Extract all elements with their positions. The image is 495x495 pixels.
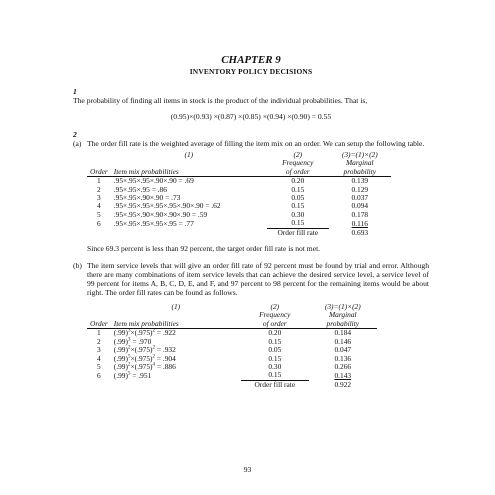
table-row (87, 371, 377, 380)
part-b (73, 261, 429, 297)
table-b-header-mix: Item mix probabilities (113, 318, 179, 328)
table-b-prob-cell: 0.146 (334, 336, 352, 346)
table-b-freq-cell: 0.15 (268, 353, 282, 363)
table-a-header-col1: (1) (184, 150, 194, 159)
table-b-total-value: 0.922 (334, 379, 352, 389)
part-b-label: (b) (73, 261, 82, 271)
table-a-total-label: Order fill rate (267, 228, 329, 237)
table-a-freq-cell: 0.15 (291, 218, 305, 228)
mix-middle: ×(.975) (130, 328, 153, 338)
mix-exponent-1: 2 (127, 362, 131, 368)
table-a-header-col2a: (2) (293, 150, 303, 159)
mix-result: = .932 (155, 345, 176, 355)
table-a-header-order: Order (90, 166, 108, 176)
table-b-order-cell: 5 (97, 361, 101, 371)
table-a-prob-cell: 0.116 (351, 218, 368, 228)
table-a-order-cell: 1 (97, 176, 101, 186)
table-row (87, 211, 391, 219)
table-a-mix-cell: .95×.95×.90×.90 = .73 (113, 193, 181, 203)
mix-exponent-2: 2 (152, 354, 155, 360)
mix-base: (.99) (113, 328, 128, 338)
table-b-header-col3b: Marginal (328, 310, 357, 320)
table-b-order-cell: 3 (97, 345, 101, 355)
mix-middle: ×(.975) (130, 353, 153, 363)
mix-middle: ×(.975) (130, 345, 153, 355)
table-a-order-cell: 4 (97, 201, 101, 211)
mix-base: (.99) (113, 345, 128, 355)
table-b-prob-cell: 0.266 (334, 361, 352, 371)
table-b-header-col3a: (3)=(1)×(2) (324, 302, 361, 312)
table-b-freq-cell: 0.05 (268, 345, 282, 355)
mix-result: = .886 (155, 361, 176, 371)
table-a-header-col3c: probability (343, 166, 377, 176)
table-a-prob-cell: 0.037 (351, 193, 369, 203)
table-b-prob-cell: 0.047 (334, 345, 352, 355)
chapter-title: CHAPTER 9 (221, 54, 281, 66)
document-page (73, 46, 429, 389)
table-a-freq-cell: 0.15 (291, 201, 305, 211)
table-a-order-cell: 2 (97, 184, 101, 194)
part-a (73, 139, 429, 148)
mix-exponent-1: 2 (127, 345, 131, 351)
mix-exponent-1: 5 (127, 371, 131, 377)
table-b-prob-cell: 0.136 (334, 353, 352, 363)
table-a-prob-cell: 0.139 (351, 176, 369, 186)
table-b-header-col3c: probability (326, 318, 360, 328)
mix-result: = .904 (155, 353, 176, 363)
table-b-header-col2c: of order (262, 318, 287, 328)
question-2-number: 2 (73, 130, 77, 139)
question-1-equation: (0.95)×(0.93) ×(0.87) ×(0.85) ×(0.94) ×(0.90) = 0.55 (170, 112, 332, 121)
part-a-label: (a) (73, 139, 82, 148)
table-a-prob-cell: 0.094 (351, 201, 369, 211)
table-b-order-cell: 4 (97, 353, 101, 363)
table-a-header-col2b: Frequency (282, 158, 314, 168)
table-b-freq-cell: 0.30 (268, 361, 282, 371)
mix-exponent-2: 4 (152, 362, 155, 368)
table-b-header-col2b: Frequency (259, 310, 291, 320)
table-b-prob-cell: 0.143 (334, 370, 352, 380)
mix-result: = .951 (130, 370, 152, 380)
table-a-order-cell: 5 (97, 209, 101, 219)
table-a-mix-cell: .95×.95×.95 = .86 (113, 184, 167, 194)
table-a-mix-cell: .95×.95×.90×.90×.90×.90 = .59 (113, 209, 208, 219)
mix-exponent-1: 3 (127, 337, 131, 343)
table-b (87, 303, 377, 389)
table-b-total-label: Order fill rate (241, 380, 309, 389)
table-a-mix-cell: .95×.95×.95×.95×.95×.90×.90 = .62 (113, 201, 221, 211)
table-b-freq-cell: 0.15 (268, 336, 282, 346)
table-a-freq-cell: 0.15 (291, 184, 305, 194)
table-b-mix-cell (111, 371, 241, 380)
table-b-order-cell: 2 (97, 336, 101, 346)
question-1-text: The probability of finding all items in stock is the product of the individual probabilities. That is, (73, 96, 368, 105)
mix-base: (.99) (113, 353, 128, 363)
table-b-order-cell: 6 (97, 370, 101, 380)
mix-result: = .922 (155, 328, 176, 338)
mix-base: (.99) (113, 361, 128, 371)
table-b-freq-cell: 0.20 (268, 328, 282, 338)
table-row (87, 219, 391, 228)
mix-middle: ×(.975) (130, 361, 153, 371)
table-a-header-mix: Item mix probabilities (113, 166, 179, 176)
part-b-text: The item service levels that will give an order fill rate of 92 percent must be found by trial and error. Although there are many combinations of item service levels that can achieve the desired service level, a service level of 99 percent for items A, B, C, D, E, and F, and 97 percent to 98 percent for the remaining items would be about right. The order fill rates can be found as follows. (87, 261, 429, 298)
table-a-prob-cell: 0.178 (351, 209, 369, 219)
part-a-text: The order fill rate is the weighted average of filling the item mix on an order. We can setup the following table. (87, 139, 425, 148)
mix-base: (.99) (113, 370, 128, 380)
mix-base: (.99) (113, 336, 128, 346)
table-b-order-cell: 1 (97, 328, 101, 338)
table-a-total-value: 0.693 (351, 227, 369, 237)
table-b-header-col2a: (2) (270, 302, 280, 312)
mix-result: = .970 (130, 336, 152, 346)
table-a-header-col3a: (3)=(1)×(2) (341, 150, 378, 159)
table-b-header-order: Order (90, 318, 108, 328)
table-a-order-cell: 6 (97, 218, 101, 228)
page-number: 93 (243, 465, 252, 474)
table-b-freq-cell: 0.15 (268, 370, 282, 380)
table-a (87, 151, 391, 237)
table-b-header-col1: (1) (171, 302, 181, 312)
table-a-mix-cell: .95×.95×.95×.95×.95 = .77 (113, 218, 194, 228)
mix-exponent-2: 2 (152, 328, 155, 334)
part-a-conclusion: Since 69.3 percent is less than 92 percent, the target order fill rate is not met. (87, 244, 321, 254)
table-a-freq-cell: 0.05 (291, 193, 305, 203)
table-a-prob-cell: 0.129 (351, 184, 369, 194)
mix-exponent-1: 5 (127, 354, 131, 360)
table-a-header-col2c: of order (285, 166, 310, 176)
question-1-number: 1 (73, 87, 77, 96)
mix-exponent-2: 2 (152, 345, 155, 351)
table-a-header-col3b: Marginal (345, 158, 374, 168)
table-b-prob-cell: 0.184 (334, 328, 352, 338)
chapter-subtitle: INVENTORY POLICY DECISIONS (189, 67, 313, 76)
table-a-freq-cell: 0.30 (291, 209, 305, 219)
table-a-mix-cell: .95×.95×.95×.90×.90 = .69 (113, 176, 194, 186)
table-a-freq-cell: 0.20 (291, 176, 305, 186)
table-a-order-cell: 3 (97, 193, 101, 203)
mix-exponent-1: 3 (127, 328, 131, 334)
